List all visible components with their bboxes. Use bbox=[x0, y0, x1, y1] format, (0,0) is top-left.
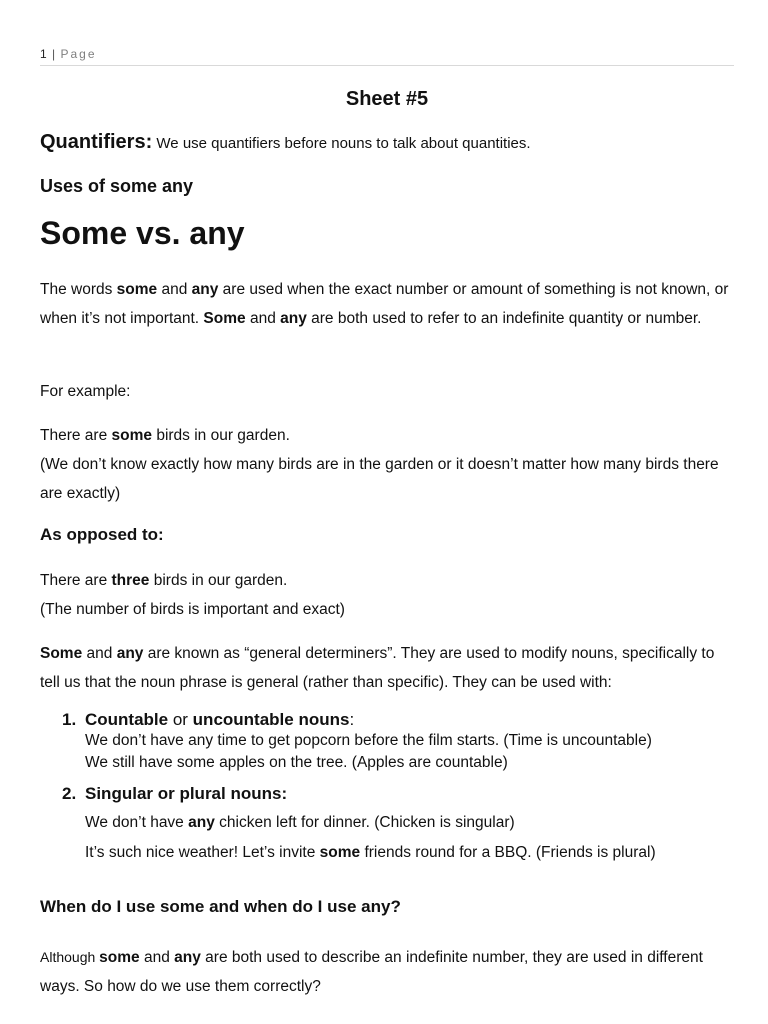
as-opposed-heading: As opposed to: bbox=[40, 525, 164, 544]
quantifiers-text: We use quantifiers before nouns to talk about quantities. bbox=[156, 135, 531, 152]
list-example: We don’t have any chicken left for dinner. (Chicken is singular) bbox=[85, 814, 515, 831]
list-item-heading: Singular or plural nouns: bbox=[85, 784, 288, 803]
quantifiers-label: Quantifiers: bbox=[40, 131, 153, 153]
example-2-sentence: There are three birds in our garden. bbox=[40, 572, 288, 589]
list-example: We still have some apples on the tree. (Apples are countable) bbox=[85, 754, 508, 771]
example-1 bbox=[40, 421, 734, 508]
general-determiners-paragraph: Some and any are known as “general determiners”. They are used to modify nouns, specifically to tell us that the noun phrase is general (rather than specific). They can be used with: bbox=[40, 645, 715, 691]
example-1-note: (We don’t know exactly how many birds are in the garden or it doesn’t matter how many birds there are exactly) bbox=[40, 456, 719, 502]
sheet-title: Sheet #5 bbox=[345, 88, 429, 110]
closing-paragraph: Although some and any are both used to describe an indefinite number, they are used in different ways. So how do we use them correctly? bbox=[40, 949, 703, 995]
list-example: It’s such nice weather! Let’s invite some friends round for a BBQ. (Friends is plural) bbox=[85, 844, 656, 861]
uses-heading: Uses of some any bbox=[40, 176, 194, 196]
main-heading: Some vs. any bbox=[40, 215, 245, 251]
page-separator: | bbox=[52, 47, 57, 61]
example-2-note: (The number of birds is important and exact) bbox=[40, 601, 345, 618]
list-number: 2. bbox=[62, 784, 77, 803]
intro-paragraph: The words some and any are used when the exact number or amount of something is not known, or when it’s not important. Some and any are both used to refer to an indefinite quantity or number. bbox=[40, 281, 729, 327]
quantifiers-line bbox=[40, 131, 734, 154]
list-number: 1. bbox=[62, 710, 77, 729]
list-item-heading: Countable or uncountable nouns: bbox=[85, 710, 355, 729]
when-heading: When do I use some and when do I use any? bbox=[40, 897, 401, 916]
example-1-sentence: There are some birds in our garden. bbox=[40, 427, 290, 444]
page-number-header bbox=[40, 47, 97, 61]
list-example: We don’t have any time to get popcorn before the film starts. (Time is uncountable) bbox=[85, 732, 652, 749]
for-example-label: For example: bbox=[40, 383, 131, 400]
page-number: 1 bbox=[40, 47, 48, 61]
header-rule bbox=[40, 65, 734, 66]
example-2 bbox=[40, 566, 734, 624]
page-word: Page bbox=[60, 47, 97, 61]
